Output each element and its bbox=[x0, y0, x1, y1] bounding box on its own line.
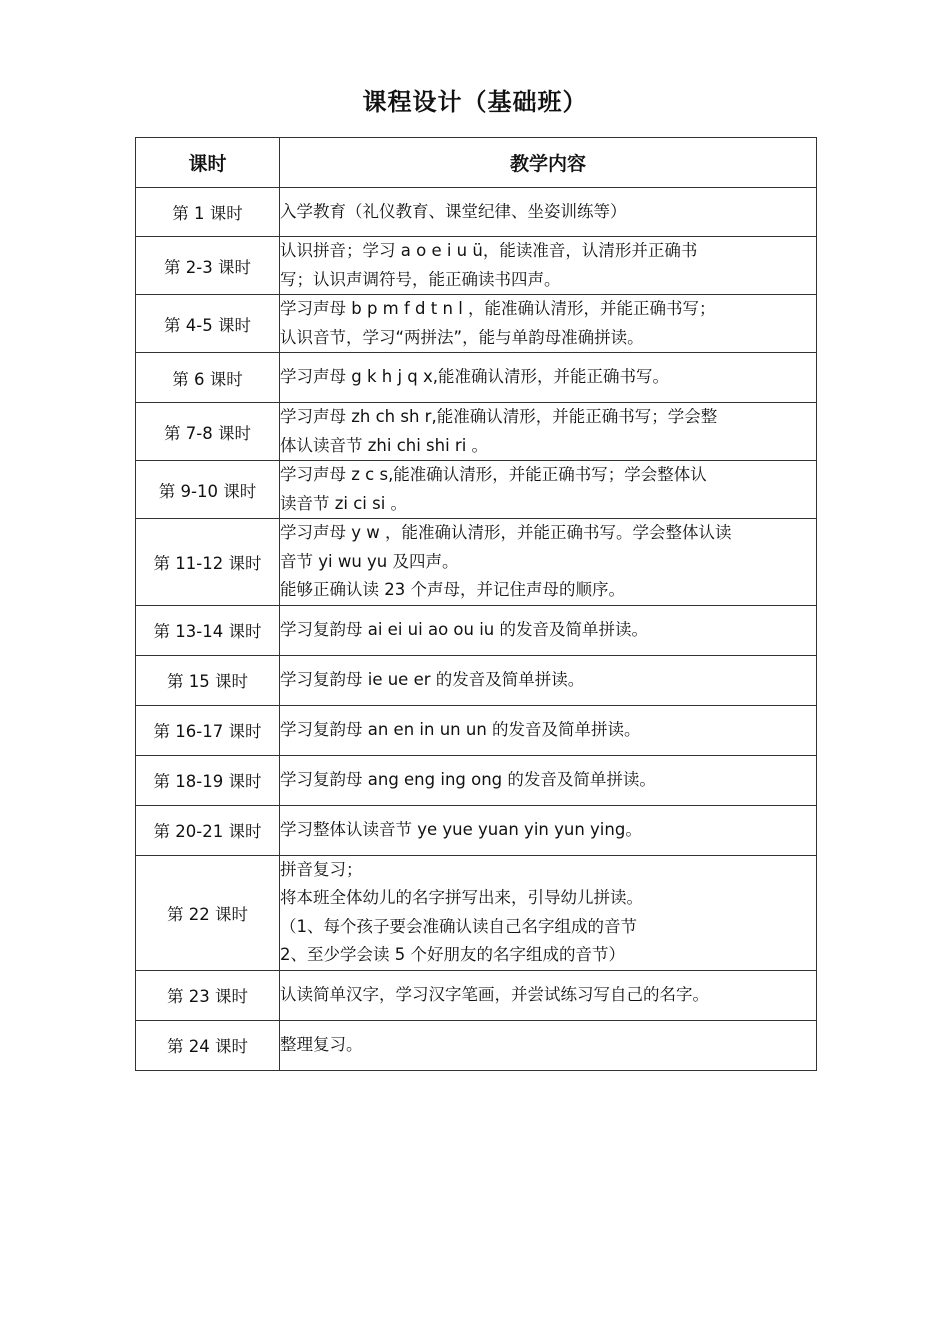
content-line: 2、至少学会读 5 个好朋友的名字组成的音节） bbox=[280, 945, 625, 964]
content-cell bbox=[280, 970, 817, 1020]
table-row bbox=[136, 805, 817, 855]
content-cell bbox=[280, 705, 817, 755]
content-line: 整理复习。 bbox=[280, 1034, 363, 1054]
content-cell bbox=[280, 461, 817, 519]
content-cell bbox=[280, 237, 817, 295]
table-body bbox=[136, 188, 817, 1071]
content-cell bbox=[280, 295, 817, 353]
content-line: 写；认识声调符号，能正确读书四声。 bbox=[280, 269, 561, 289]
content-line: 拼音复习； bbox=[280, 859, 363, 879]
table-row bbox=[136, 403, 817, 461]
content-line: 学习声母 zh ch sh r,能准确认清形，并能正确书写；学会整 bbox=[280, 407, 718, 426]
content-line: 学习复韵母 ai ei ui ao ou iu 的发音及简单拼读。 bbox=[280, 619, 648, 639]
table-row bbox=[136, 655, 817, 705]
session-cell: 第 24 课时 bbox=[136, 1020, 280, 1070]
content-line: 认读简单汉字，学习汉字笔画，并尝试练习写自己的名字。 bbox=[280, 984, 709, 1004]
content-line: 学习复韵母 an en in un un 的发音及简单拼读。 bbox=[280, 719, 641, 739]
table-row bbox=[136, 461, 817, 519]
content-line: 学习复韵母 ie ue er 的发音及简单拼读。 bbox=[280, 669, 585, 689]
content-cell bbox=[280, 1020, 817, 1070]
session-cell: 第 9-10 课时 bbox=[136, 461, 280, 519]
session-cell: 第 11-12 课时 bbox=[136, 519, 280, 606]
session-cell: 第 6 课时 bbox=[136, 353, 280, 403]
content-cell bbox=[280, 403, 817, 461]
content-line: 学习声母 g k h j q x,能准确认清形，并能正确书写。 bbox=[280, 367, 670, 387]
session-cell: 第 15 课时 bbox=[136, 655, 280, 705]
table-row bbox=[136, 237, 817, 295]
table-row bbox=[136, 295, 817, 353]
content-line: 学习声母 b p m f d t n l ，能准确认清形，并能正确书写； bbox=[280, 299, 716, 318]
content-line: 学习复韵母 ang eng ing ong 的发音及简单拼读。 bbox=[280, 769, 656, 789]
course-table bbox=[135, 137, 817, 1071]
session-cell: 第 22 课时 bbox=[136, 855, 280, 970]
content-cell bbox=[280, 519, 817, 606]
content-line: 读音节 zi ci si 。 bbox=[280, 493, 408, 513]
content-cell bbox=[280, 855, 817, 970]
table-row bbox=[136, 970, 817, 1020]
table-row bbox=[136, 605, 817, 655]
table-row bbox=[136, 188, 817, 237]
content-line: 认识音节，学习“两拼法”，能与单韵母准确拼读。 bbox=[280, 327, 644, 347]
content-line: 认识拼音；学习 a o e i u ü，能读准音，认清形并正确书 bbox=[280, 241, 698, 260]
content-line: 入学教育（礼仪教育、课堂纪律、坐姿训练等） bbox=[280, 201, 627, 221]
table-row bbox=[136, 855, 817, 970]
content-cell bbox=[280, 353, 817, 403]
session-cell: 第 23 课时 bbox=[136, 970, 280, 1020]
session-cell: 第 1 课时 bbox=[136, 188, 280, 237]
header-session: 课时 bbox=[136, 138, 280, 188]
content-line: 能够正确认读 23 个声母，并记住声母的顺序。 bbox=[280, 580, 625, 599]
content-cell bbox=[280, 755, 817, 805]
session-cell: 第 20-21 课时 bbox=[136, 805, 280, 855]
content-cell bbox=[280, 605, 817, 655]
session-cell: 第 13-14 课时 bbox=[136, 605, 280, 655]
content-line: 体认读音节 zhi chi shi ri 。 bbox=[280, 435, 489, 455]
page-title: 课程设计（基础班） bbox=[362, 88, 588, 116]
content-line: 学习声母 y w ，能准确认清形，并能正确书写。学会整体认读 bbox=[280, 523, 732, 542]
session-cell: 第 18-19 课时 bbox=[136, 755, 280, 805]
content-line: 学习声母 z c s,能准确认清形，并能正确书写；学会整体认 bbox=[280, 465, 707, 484]
content-line: 将本班全体幼儿的名字拼写出来，引导幼儿拼读。 bbox=[280, 888, 643, 907]
header-content: 教学内容 bbox=[280, 138, 817, 188]
table-row bbox=[136, 705, 817, 755]
table-header-row bbox=[136, 138, 817, 188]
session-cell: 第 16-17 课时 bbox=[136, 705, 280, 755]
session-cell: 第 7-8 课时 bbox=[136, 403, 280, 461]
table-row bbox=[136, 519, 817, 606]
table-row bbox=[136, 353, 817, 403]
content-line: （1、每个孩子要会准确认读自己名字组成的音节 bbox=[280, 916, 637, 936]
content-line: 学习整体认读音节 ye yue yuan yin yun ying。 bbox=[280, 819, 642, 839]
session-cell: 第 2-3 课时 bbox=[136, 237, 280, 295]
content-cell bbox=[280, 805, 817, 855]
content-cell bbox=[280, 655, 817, 705]
session-cell: 第 4-5 课时 bbox=[136, 295, 280, 353]
content-cell bbox=[280, 188, 817, 237]
content-line: 音节 yi wu yu 及四声。 bbox=[280, 551, 459, 571]
table-row bbox=[136, 755, 817, 805]
table-row bbox=[136, 1020, 817, 1070]
